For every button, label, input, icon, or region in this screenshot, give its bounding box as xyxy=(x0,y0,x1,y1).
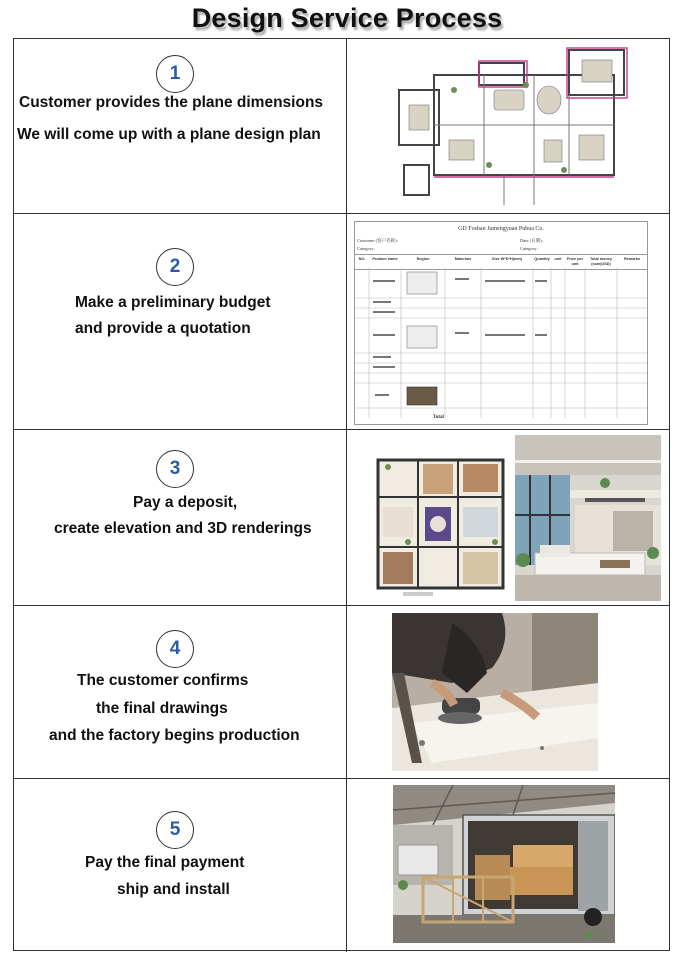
step-number-badge: 2 xyxy=(156,248,194,286)
floor-plan-drawing xyxy=(394,45,634,210)
quotation-header-cell: Region xyxy=(416,257,430,261)
quotation-header-cell: Remarks xyxy=(623,257,641,261)
quotation-header-cell: NO. xyxy=(358,257,366,261)
step-image-cell xyxy=(348,430,669,605)
step-number-badge: 1 xyxy=(156,55,194,93)
shipping-truck-photo xyxy=(393,785,615,943)
step-text-cell xyxy=(14,779,346,952)
quotation-header-cell: Quantity xyxy=(534,257,550,261)
3d-interior-rendering xyxy=(515,435,661,601)
step-image-cell xyxy=(348,214,669,429)
step-row-4 xyxy=(14,606,669,779)
quotation-date: Date (日期): xyxy=(520,238,543,243)
quotation-header-cell: Product name xyxy=(372,257,398,261)
step-row-3 xyxy=(14,430,669,606)
quotation-header-cell: Total money (sum(USD) xyxy=(589,257,613,266)
step-number-badge: 4 xyxy=(156,630,194,668)
quotation-header-cell: Price per unit xyxy=(566,257,584,266)
step-line: create elevation and 3D renderings xyxy=(54,520,312,537)
step-row-2 xyxy=(14,214,669,430)
step-number-badge: 5 xyxy=(156,811,194,849)
step-line: Pay the final payment xyxy=(85,854,245,871)
step-line: the final drawings xyxy=(96,700,228,717)
step-line: The customer confirms xyxy=(77,672,249,689)
quotation-header-cell: unit xyxy=(554,257,562,261)
quotation-header-cell: Size W*D*H(mm) xyxy=(492,257,522,261)
quotation-company: GD Foshan Jumengyuan Pubua Co. xyxy=(458,226,544,232)
quotation-header-cell: Materials xyxy=(454,257,472,261)
step-line: ship and install xyxy=(117,881,230,898)
step-text-cell xyxy=(14,606,346,778)
step-number-badge: 3 xyxy=(156,450,194,488)
factory-production-photo xyxy=(392,613,598,771)
step-line: Pay a deposit, xyxy=(133,494,238,511)
quotation-category: Category: xyxy=(357,246,375,251)
quotation-category-2: Category: xyxy=(520,246,538,251)
step-image-cell xyxy=(348,606,669,778)
step-row-5 xyxy=(14,779,669,952)
step-line: We will come up with a plane design plan xyxy=(17,126,321,143)
step-text-cell xyxy=(14,214,346,429)
step-image-cell xyxy=(348,779,669,952)
quotation-customer: Customer (客户名称): xyxy=(357,238,398,243)
quotation-total: Total xyxy=(433,415,444,420)
step-image-cell xyxy=(348,39,669,213)
quotation-sheet xyxy=(354,221,648,425)
process-table xyxy=(13,38,670,951)
3d-floor-plan-rendering xyxy=(363,452,508,602)
step-text-cell xyxy=(14,39,346,213)
step-text-cell xyxy=(14,430,346,605)
step-line: and provide a quotation xyxy=(75,320,251,337)
page-title: Design Service Process xyxy=(191,3,503,33)
step-line: and the factory begins production xyxy=(49,727,300,744)
step-row-1 xyxy=(14,39,669,214)
step-line: Make a preliminary budget xyxy=(75,294,271,311)
step-line: Customer provides the plane dimensions xyxy=(19,94,324,111)
